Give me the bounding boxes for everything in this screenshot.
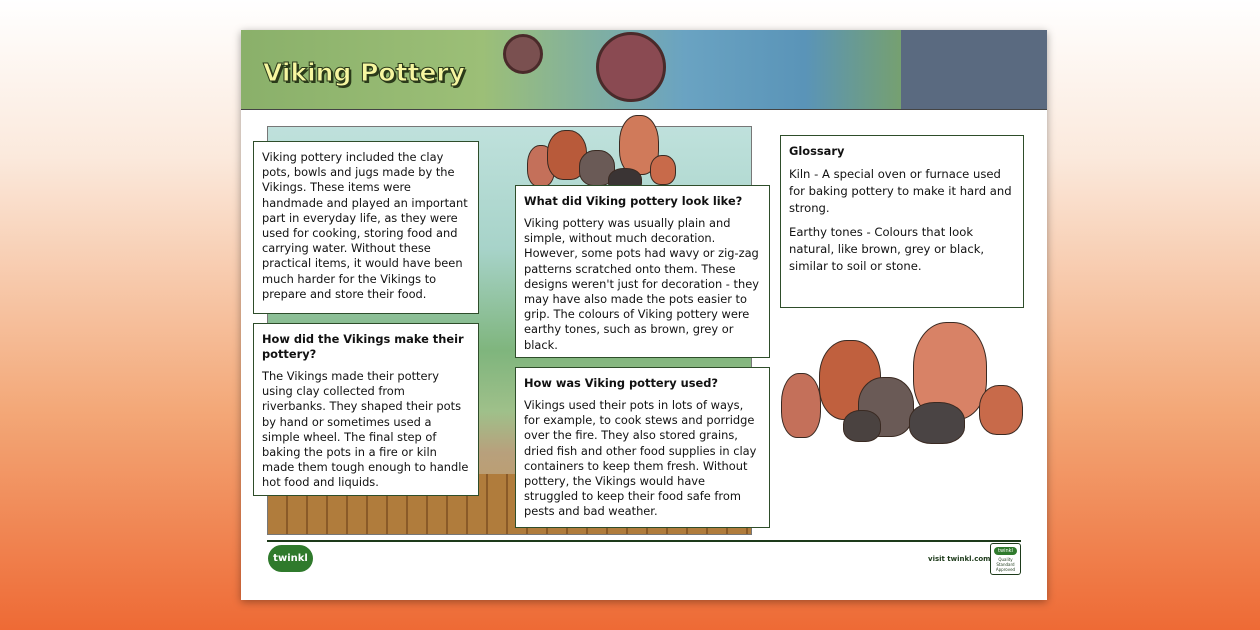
visit-link[interactable]: visit twinkl.com	[928, 555, 991, 563]
glossary-box	[780, 135, 1024, 308]
look-box	[515, 185, 770, 358]
intro-box	[253, 141, 479, 314]
viking-figure	[901, 30, 1047, 110]
badge-logo: twinkl	[994, 547, 1017, 555]
used-box	[515, 367, 770, 528]
make-box	[253, 323, 479, 496]
glossary-item: Earthy tones - Colours that look natural, like brown, grey or black, similar to soil or stone.	[789, 225, 985, 273]
shield-illustration	[503, 34, 543, 74]
glossary-heading: Glossary	[789, 144, 845, 158]
quality-badge	[990, 543, 1021, 575]
look-heading: What did Viking pottery look like?	[524, 194, 743, 208]
header-banner	[241, 30, 1047, 110]
used-heading: How was Viking pottery used?	[524, 376, 719, 390]
look-text: Viking pottery was usually plain and simple, without much decoration. However, some pots had wavy or zig-zag patterns scratched onto them. These designs weren't just for decoration - they may have also made the pots easier to grip. The colours of Viking pottery were earthy tones, such as brown, grey or black.	[524, 216, 759, 352]
shield-illustration	[596, 32, 666, 102]
used-text: Vikings used their pots in lots of ways, for example, to cook stews and porridge over the fire. They also stored grains, dried fish and other food supplies in clay containers to keep them fresh. Without pottery, the Vikings would have struggled to keep their food safe from pests and bad weather.	[524, 398, 757, 519]
badge-text: Quality Standard Approved	[995, 557, 1016, 572]
make-heading: How did the Vikings make their pottery?	[262, 332, 464, 361]
intro-text: Viking pottery included the clay pots, bowls and jugs made by the Vikings. These items were handmade and played an important part in everyday life, as they were used for cooking, storing food and carrying water. Without these practical items, it would have been much harder for the Vikings to prepare and store their food.	[262, 150, 468, 301]
footer-divider	[267, 540, 1021, 542]
make-text: The Vikings made their pottery using clay collected from riverbanks. They shaped their pots by hand or sometimes used a simple wheel. The final step of baking the pots in a fire or kiln made them tough enough to handle hot food and liquids.	[262, 369, 469, 490]
resource-page	[241, 30, 1047, 600]
glossary-item: Kiln - A special oven or furnace used for baking pottery to make it hard and strong.	[789, 167, 1012, 215]
page-title: Viking Pottery	[263, 58, 466, 87]
twinkl-logo: twinkl	[268, 545, 313, 572]
